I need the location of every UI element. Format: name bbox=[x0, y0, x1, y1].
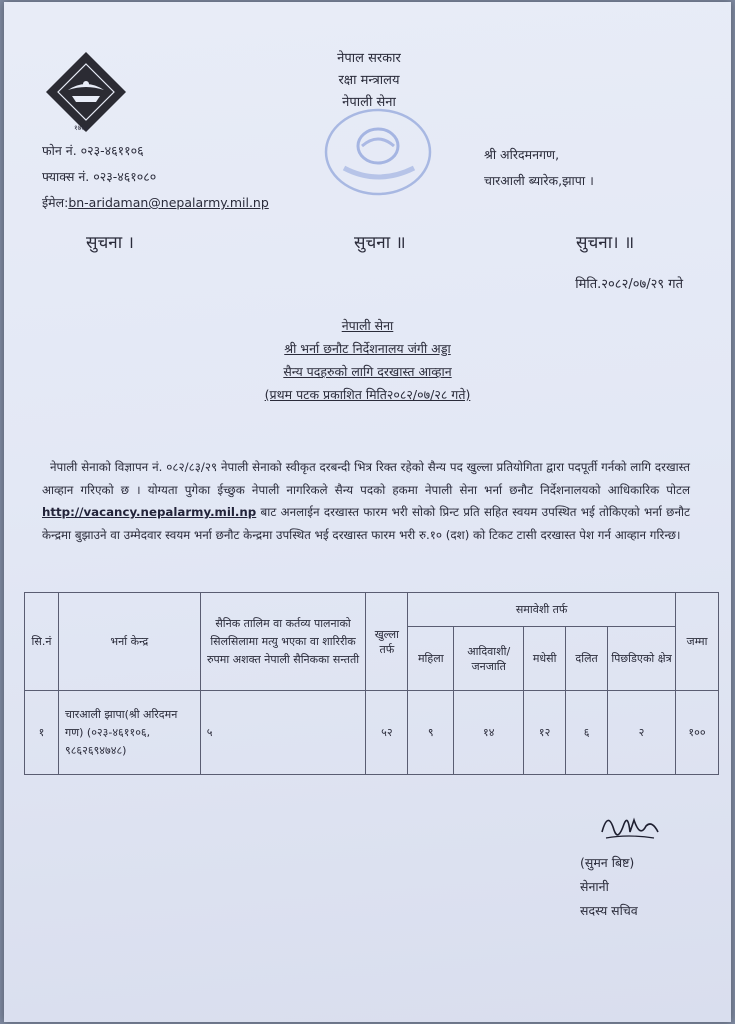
vacancy-portal-link[interactable]: http://vacancy.nepalarmy.mil.np bbox=[42, 505, 257, 519]
col-header-sn: सि.नं bbox=[25, 593, 59, 691]
cell-adivasi: १४ bbox=[454, 691, 524, 775]
notice-heading-right: सुचना। ॥ bbox=[576, 233, 635, 253]
cell-backward: २ bbox=[608, 691, 676, 775]
cell-dalit: ६ bbox=[566, 691, 608, 775]
vacancy-table bbox=[24, 592, 719, 775]
notice-heading-center: सुचना ॥ bbox=[354, 233, 406, 253]
header-army: नेपाली सेना bbox=[342, 95, 396, 110]
phone-number: फोन नं. ०२३-४६११०६ bbox=[42, 143, 144, 158]
subject-line-army: नेपाली सेना bbox=[341, 318, 394, 333]
col-header-adivasi: आदिवाशी/ जनजाति bbox=[454, 627, 524, 691]
fax-number: फ्याक्स नं. ०२३-४६१०८० bbox=[42, 169, 157, 184]
office-seal-stamp bbox=[320, 106, 438, 198]
cell-total: १०० bbox=[675, 691, 718, 775]
notice-document bbox=[4, 2, 731, 1022]
notice-heading-left: सुचना । bbox=[86, 233, 134, 253]
col-header-women: महिला bbox=[408, 627, 454, 691]
unit-location: चारआली ब्यारेक,झापा । bbox=[484, 173, 594, 188]
cell-open: ५२ bbox=[366, 691, 408, 775]
body-paragraph bbox=[42, 456, 690, 546]
cell-madhesi: १२ bbox=[524, 691, 566, 775]
table-row bbox=[25, 691, 719, 775]
email-label: ईमेल: bbox=[42, 195, 69, 210]
signatory-name: (सुमन बिष्ट) bbox=[580, 855, 635, 870]
email-link[interactable]: bn-aridaman@nepalarmy.mil.np bbox=[68, 195, 269, 210]
col-header-total: जम्मा bbox=[675, 593, 718, 691]
col-header-martyr-quota: सैनिक तालिम वा कर्तव्य पालनाको सिलसिलामा मत्यु भएका वा शारिरीक रुपमा अशक्त नेपाली सैनिकका सन्तती bbox=[200, 593, 366, 691]
signatory-title: सदस्य सचिव bbox=[580, 903, 638, 918]
cell-sn: १ bbox=[25, 691, 59, 775]
handwritten-signature bbox=[594, 802, 664, 852]
header-ministry: रक्षा मन्त्रालय bbox=[338, 73, 400, 88]
notice-date: मिति.२०८२/०७/२९ गते bbox=[575, 277, 683, 292]
subject-line-first-published: (प्रथम पटक प्रकाशित मिति२०८२/०७/२८ गते) bbox=[264, 387, 471, 402]
letterhead bbox=[304, 48, 434, 114]
subject-line-title: सैन्य पदहरुको लागि दरखास्त आव्हान bbox=[283, 364, 452, 379]
subject-block bbox=[4, 314, 731, 406]
cell-martyr: ५ bbox=[200, 691, 366, 775]
col-header-inclusive: समावेशी तर्फ bbox=[408, 593, 676, 627]
col-header-madhesi: मधेसी bbox=[524, 627, 566, 691]
subject-line-directorate: श्री भर्ना छनौट निर्देशनालय जंगी अड्डा bbox=[284, 341, 451, 356]
col-header-dalit: दलित bbox=[566, 627, 608, 691]
col-header-center: भर्ना केन्द्र bbox=[58, 593, 200, 691]
emblem-year: १७६३ bbox=[74, 124, 89, 132]
cell-center: चारआली झापा(श्री अरिदमन गण) (०२३-४६११०६, ९८६२६९४७४८) bbox=[58, 691, 200, 775]
col-header-open: खुल्ला तर्फ bbox=[366, 593, 408, 691]
email-line bbox=[42, 194, 269, 211]
col-header-backward: पिछडिएको क्षेत्र bbox=[608, 627, 676, 691]
unit-name: श्री अरिदमनगण, bbox=[484, 147, 560, 162]
signatory-rank: सेनानी bbox=[580, 879, 609, 894]
header-government: नेपाल सरकार bbox=[337, 51, 401, 66]
body-text-part1: नेपाली सेनाको विज्ञापन नं. ०८२/८३/२९ नेपाली सेनाको स्वीकृत दरबन्दी भित्र रिक्त रहेको सैन्य पद खुल्ला प्रतियोगिता द्वारा पदपूर्ती गर्नको लागि दरखास्त आव्हान गरिएको छ । योग्यता पुगेका ईच्छुक नेपाली नागरिकले सैन्य पदको हकमा नेपाली सेना भर्ना छनौट निर्देशनालयको आधिकारिक पोटल bbox=[42, 460, 690, 497]
cell-women: ९ bbox=[408, 691, 454, 775]
nepal-army-emblem bbox=[44, 50, 128, 134]
body-text-part2: बाट अनलाईन दरखास्त फारम भरी सोको प्रिन्ट प्रति सहित स्वयम उपस्थित भई तोकिएको भर्ना छनौट केन्द्रमा बुझाउने वा उम्मेदवार स्वयम भर्ना छनौट केन्द्रमा उपस्थित भई दरखास्त फारम भरी रु.१० (दश) को टिकट टासी दरखास्त पेश गर्न आव्हान गरिन्छ। bbox=[42, 505, 690, 542]
